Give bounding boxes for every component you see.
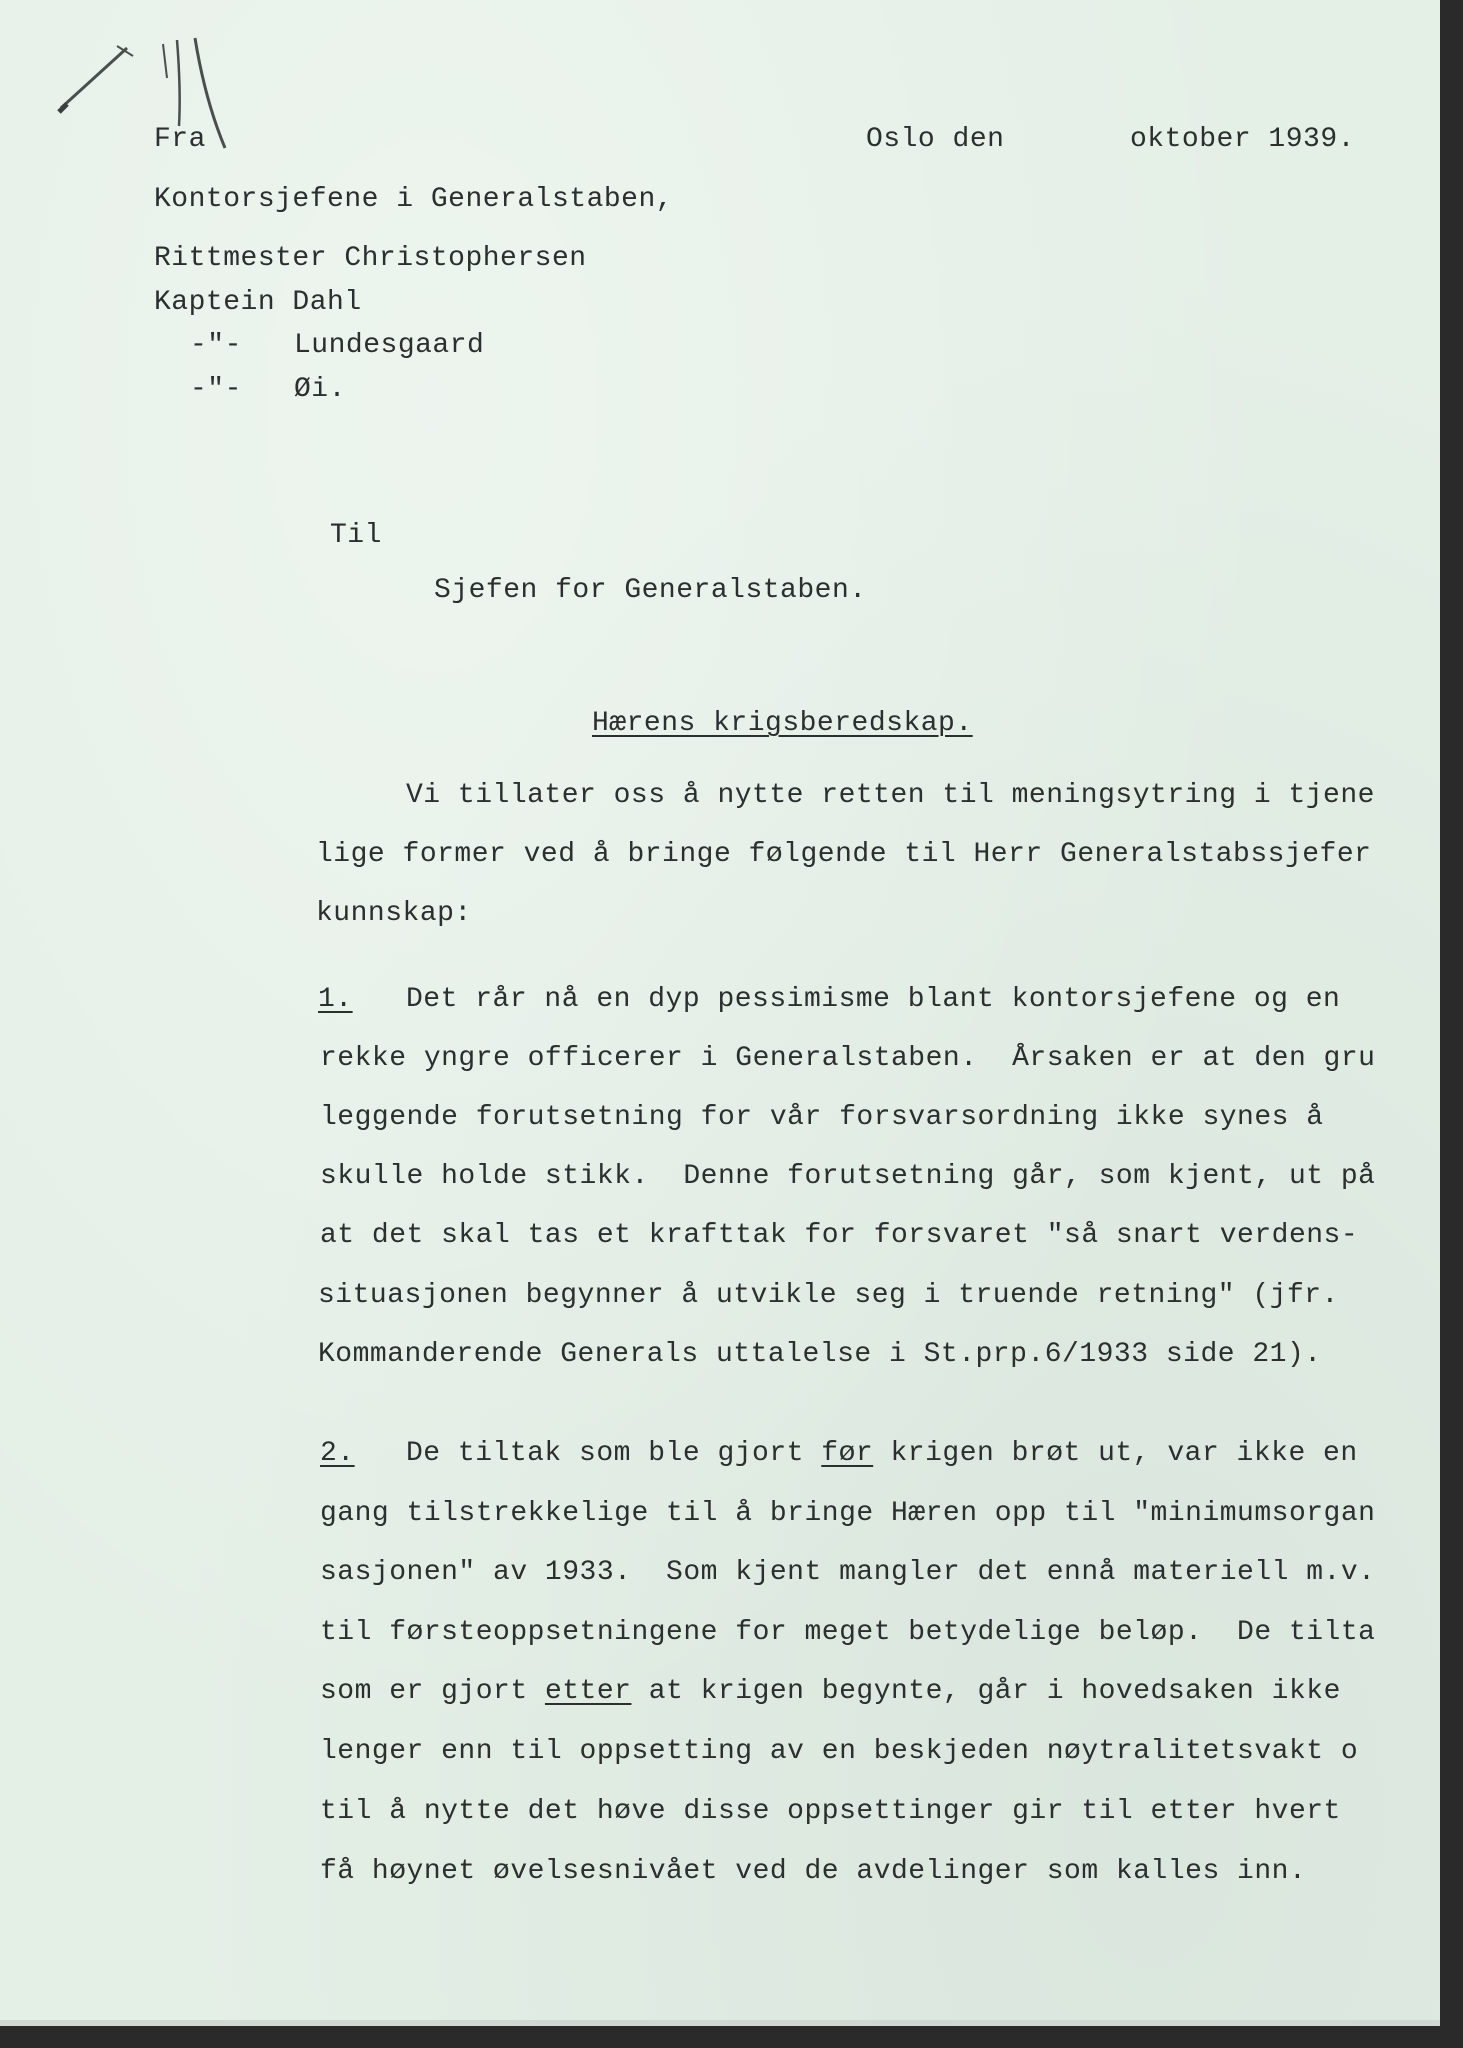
sender-line: Øi.: [294, 374, 346, 405]
emphasis-before: før: [821, 1438, 874, 1469]
section-2-text: at krigen begynte, går i hovedsaken ikke: [631, 1676, 1341, 1707]
section-1-line: skulle holde stikk. Denne forutsetning går, som kjent, ut på: [320, 1161, 1376, 1192]
section-1-line: Kommanderende Generals uttalelse i St.prp.6/1933 side 21).: [318, 1339, 1322, 1370]
section-1-line: rekke yngre officerer i Generalstaben. Årsaken er at den gru: [320, 1043, 1376, 1074]
emphasis-after: etter: [544, 1676, 632, 1707]
section-2-line: til førsteoppsetningene for meget betydelige beløp. De tilta: [320, 1617, 1376, 1648]
section-1-line: Det rår nå en dyp pessimisme blant kontorsjefene og en: [406, 984, 1341, 1015]
ditto-mark: -"-: [190, 374, 242, 405]
intro-line: kunnskap:: [316, 898, 472, 929]
section-1-number: 1.: [318, 984, 353, 1015]
section-2-line: [320, 1676, 1341, 1707]
section-2-line: til å nytte det høve disse oppsettinger gir til etter hvert: [320, 1796, 1341, 1827]
section-1-line: situasjonen begynner å utvikle seg i truende retning" (jfr.: [318, 1280, 1339, 1311]
section-2-line: gang tilstrekkelige til å bringe Hæren opp til "minimumsorgan: [320, 1498, 1376, 1529]
section-2-line: sasjonen" av 1933. Som kjent mangler det ennå materiell m.v.: [320, 1557, 1376, 1588]
recipient-name: Sjefen for Generalstaben.: [434, 575, 867, 606]
page-edge: [0, 2020, 1440, 2026]
month-year: oktober 1939.: [1130, 124, 1355, 155]
senders-group: Kontorsjefene i Generalstaben,: [154, 184, 674, 215]
intro-line: Vi tillater oss å nytte retten til meningsytring i tjene: [406, 780, 1375, 811]
section-2-line: lenger enn til oppsetting av en beskjeden nøytralitetsvakt o: [320, 1736, 1359, 1767]
section-2-text: som er gjort: [320, 1676, 545, 1707]
ditto-mark: -"-: [190, 330, 242, 361]
section-2-line: få høynet øvelsesnivået ved de avdelinger som kalles inn.: [320, 1856, 1307, 1887]
sender-line: Kaptein Dahl: [154, 287, 362, 318]
to-label: Til: [330, 520, 382, 551]
section-2-number: 2.: [320, 1438, 355, 1469]
section-2-line: [406, 1438, 1358, 1469]
from-label: Fra: [154, 124, 206, 155]
pencil-mark-icon: [55, 30, 245, 160]
section-2-text: De tiltak som ble gjort: [406, 1438, 822, 1469]
section-2-text: krigen brøt ut, var ikke en: [873, 1438, 1358, 1469]
intro-line: lige former ved å bringe følgende til Herr Generalstabssjefer: [316, 839, 1372, 870]
sender-line: Lundesgaard: [294, 330, 485, 361]
section-1-line: at det skal tas et krafttak for forsvaret "så snart verdens-: [320, 1220, 1359, 1251]
document-title: Hærens krigsberedskap.: [592, 708, 973, 739]
place-date: Oslo den: [866, 124, 1005, 155]
section-1-line: leggende forutsetning for vår forsvarsordning ikke synes å: [320, 1102, 1324, 1133]
sender-line: Rittmester Christophersen: [154, 243, 587, 274]
